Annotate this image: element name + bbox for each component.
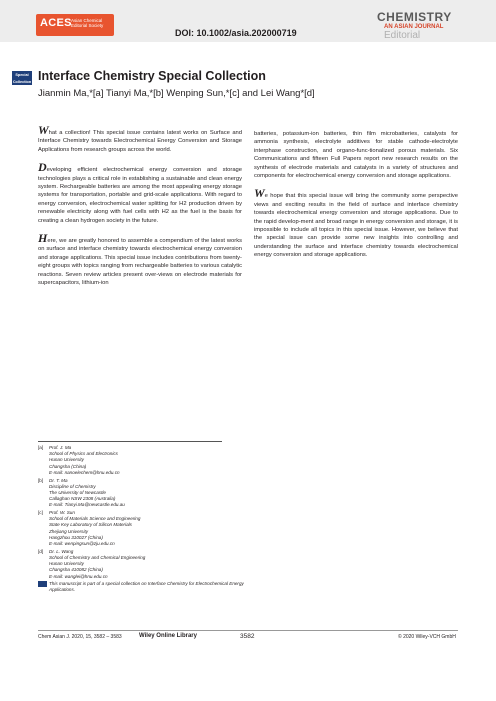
drop-cap: W <box>38 123 49 137</box>
paragraph-text: ere, we are greatly honored to assemble a compendium of the latest works on surface and interface chemistry towards electrochemical energy conversion and storage applications. This special issue includes contributions from twenty-eight groups with topics ranging from rechargeable batteries to various catalytic reactions. Seven review articles present over-views on electrode materials for supercapacitors, lithium-ion <box>38 238 242 287</box>
affiliation-line: Zhejiang University <box>49 528 89 534</box>
page-number: 3582 <box>240 633 255 640</box>
article-title: Interface Chemistry Special Collection <box>38 69 266 83</box>
footer-copyright: © 2020 Wiley-VCH GmbH <box>398 634 456 640</box>
email-link[interactable]: E-mail: wanglei@hnu.edu.cn <box>49 573 108 579</box>
affiliation-line: Callaghan NSW 2308 (Australia) <box>49 496 116 502</box>
paragraph-2 <box>38 160 242 225</box>
paragraph-text: hat a collection! This special issue contains latest works on Surface and Interface Chemistry towards Electrochemical Energy Conversion and Storage Applications from research groups across the world. <box>38 130 242 153</box>
affiliation-line: Prof. W. Sun <box>49 510 75 516</box>
affiliation-body <box>49 510 140 547</box>
email-link[interactable]: E-mail: nanoelechem@hnu.edu.cn <box>49 469 120 475</box>
affiliation-body <box>49 549 145 580</box>
paragraph-1 <box>38 123 242 154</box>
body-column-right <box>254 130 458 269</box>
footer-citation: Chem Asian J. 2020, 15, 3582 – 3583 <box>38 634 122 640</box>
paragraph-5 <box>254 186 458 259</box>
special-collection-badge <box>12 71 32 85</box>
journal-section: Editorial <box>384 30 421 41</box>
affiliation-line: Dr. L. Wang <box>49 548 74 554</box>
paragraph-text: eveloping efficient electrochemical energy conversion and storage technologies plays a critical role in establishing a sustainable and clean energy system. Rechargeable batteries are among the most appealing energy storage systems for transportation, portable and grid-scale applications. With regard to energy conversion, electrochemical water splitting for H2 production driven by renewable electricity along with fuel cells with H2 as the fuel is the basis for creating a clean hydrogen society in the future. <box>38 167 242 224</box>
affiliation-body <box>49 445 120 476</box>
aces-sub-line-2: Editorial Society <box>71 23 104 28</box>
affiliation-line: Changsha (China) <box>49 463 87 469</box>
affiliation-line: School of Physics and Electronics <box>49 451 118 457</box>
paragraph-4 <box>254 130 458 180</box>
drop-cap: W <box>254 186 265 201</box>
badge-line-2: Collection <box>12 79 32 84</box>
aces-logo <box>36 14 114 36</box>
affiliation-line: Dr. T. Ma <box>49 477 68 483</box>
footnote-divider <box>38 441 222 442</box>
affiliation-d <box>38 549 258 580</box>
affiliation-line: Prof. J. Ma <box>49 445 72 450</box>
affiliation-b <box>38 478 258 509</box>
email-link[interactable]: E-mail: Tianyi.Ma@newcastle.edu.au <box>49 502 125 508</box>
affiliation-line: School of Chemistry and Chemical Engineering <box>49 554 146 560</box>
doi-text[interactable]: DOI: 10.1002/asia.202000719 <box>175 28 297 38</box>
affiliation-line: Discipline of Chemistry <box>49 483 96 489</box>
affiliation-a <box>38 445 258 476</box>
affiliation-line: School of Materials Science and Engineering <box>49 516 141 522</box>
affiliation-body <box>49 478 125 509</box>
affiliation-line: Hangzhou 310027 (China) <box>49 534 103 540</box>
badge-line-1: Special <box>15 73 29 77</box>
aces-sub-line-1: Asian Chemical <box>71 18 103 23</box>
author-affiliations <box>38 445 258 594</box>
aces-logo-text: ACES <box>40 17 72 29</box>
affiliation-line: Changsha 410082 (China) <box>49 567 103 573</box>
affiliation-tag: [a] <box>38 445 44 450</box>
special-collection-mini-badge <box>38 581 47 587</box>
affiliation-line: Hunan University <box>49 457 84 463</box>
body-column-left <box>38 123 242 297</box>
affiliation-tag: [b] <box>38 477 44 483</box>
affiliation-line: State Key Laboratory of Silicon Materials <box>49 522 132 528</box>
drop-cap: D <box>38 160 47 175</box>
affiliation-c <box>38 510 258 547</box>
drop-cap: H <box>38 231 48 246</box>
affiliation-line: The University of Newcastle <box>49 489 106 495</box>
paragraph-text: batteries, potassium-ion batteries, thin film microbatteries, catalysts for ammonia synthesis, electrolyte additives for stable cathode-electrolyte interphase construction, and organo-func-tionalized porous materials. Six Communications and fifteen Full Papers report new research results on the synthesis of electrode materials and catalysts in a variety of structures and components for electrochemical energy conversion and storage applications. <box>254 131 458 180</box>
affiliation-tag: [d] <box>38 548 44 554</box>
journal-subtitle: AN ASIAN JOURNAL <box>384 24 444 30</box>
paragraph-text: e hope that this special issue will bring the community some perspective views and exciting results in the field of surface and interface chemistry towards electrochemical energy conversion and storage applications. Due to the rapid develop-ment and broad range in energy conversion and storage, it is impossible to include all topics in this special issue. However, we believe that the special issue can provide some new insights into controlling and understanding the surface and interface chemistry towards electrochemical energy conversion and storage applications. <box>254 193 458 259</box>
footer-publisher-link[interactable]: Wiley Online Library <box>139 633 197 639</box>
email-link[interactable]: E-mail: wenpingsun@zju.edu.cn <box>49 541 115 547</box>
paragraph-3 <box>38 231 242 287</box>
collection-note <box>38 581 258 593</box>
journal-title: CHEMISTRY <box>377 10 452 24</box>
article-authors: Jianmin Ma,*[a] Tianyi Ma,*[b] Wenping Sun,*[c] and Lei Wang*[d] <box>38 88 315 99</box>
affiliation-line: Hunan University <box>49 561 84 567</box>
collection-note-text: This manuscript is part of a special collection on Interface Chemistry for Electrochemical Energy Applications. <box>49 581 244 593</box>
affiliation-tag: [c] <box>38 510 43 516</box>
aces-logo-subtitle <box>71 18 103 28</box>
